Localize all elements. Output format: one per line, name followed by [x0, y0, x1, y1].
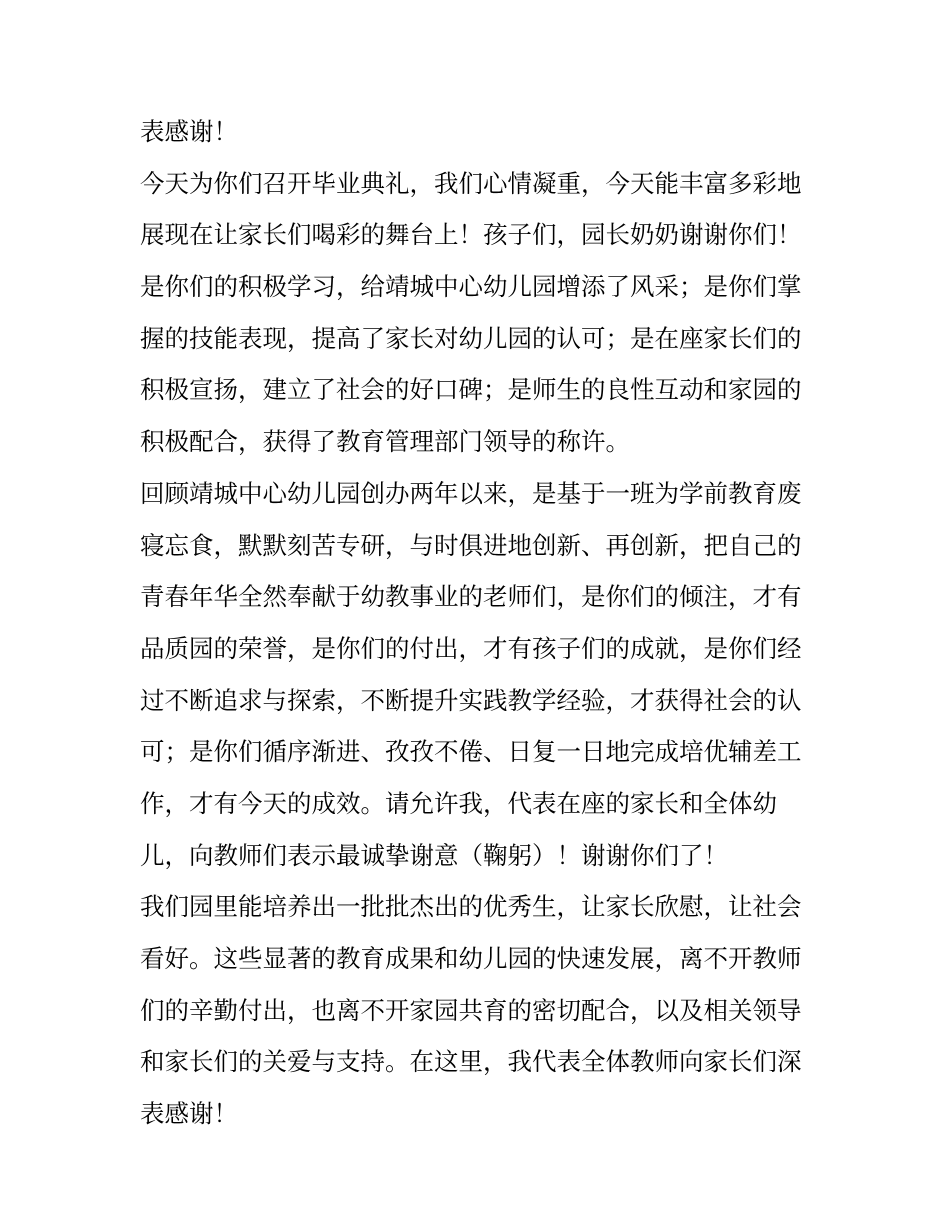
text-line: 看好。这些显著的教育成果和幼儿园的快速发展，离不开教师 [140, 944, 802, 973]
text-line: 回顾靖城中心幼儿园创办两年以来，是基于一班为学前教育废 [140, 478, 802, 508]
text-line: 今天为你们召开毕业典礼，我们心情凝重，今天能丰富多彩地 [140, 168, 802, 198]
text-line: 展现在让家长们喝彩的舞台上！孩子们，园长奶奶谢谢你们！ [140, 220, 802, 250]
text-line: 和家长们的关爱与支持。在这里，我代表全体教师向家长们深 [140, 1047, 802, 1077]
text-line: 作，才有今天的成效。请允许我，代表在座的家长和全体幼 [140, 788, 777, 818]
text-line: 可；是你们循序渐进、孜孜不倦、日复一日地完成培优辅差工 [140, 737, 802, 767]
text-line: 青春年华全然奉献于幼教事业的老师们，是你们的倾注，才有 [140, 582, 802, 612]
text-line: 积极宣扬，建立了社会的好口碑；是师生的良性互动和家园的 [140, 375, 802, 405]
text-line: 品质园的荣誉，是你们的付出，才有孩子们的成就，是你们经 [140, 633, 802, 663]
text-line: 表感谢！ [140, 1099, 238, 1129]
text-line: 握的技能表现，提高了家长对幼儿园的认可；是在座家长们的 [140, 323, 802, 353]
text-line: 儿，向教师们表示最诚挚谢意（鞠躬）！谢谢你们了！ [140, 840, 728, 870]
text-line: 积极配合，获得了教育管理部门领导的称许。 [140, 427, 630, 457]
text-line: 我们园里能培养出一批批杰出的优秀生，让家长欣慰，让社会 [140, 892, 802, 922]
text-line: 们的辛勤付出，也离不开家园共育的密切配合，以及相关领导 [140, 995, 802, 1025]
text-line: 是你们的积极学习，给靖城中心幼儿园增添了风采；是你们掌 [140, 272, 802, 302]
text-line: 表感谢！ [140, 117, 238, 146]
document-body [140, 106, 830, 1140]
text-line: 寝忘食，默默刻苦专研，与时俱进地创新、再创新，把自己的 [140, 530, 802, 560]
text-line: 过不断追求与探索，不断提升实践教学经验，才获得社会的认 [140, 685, 802, 715]
